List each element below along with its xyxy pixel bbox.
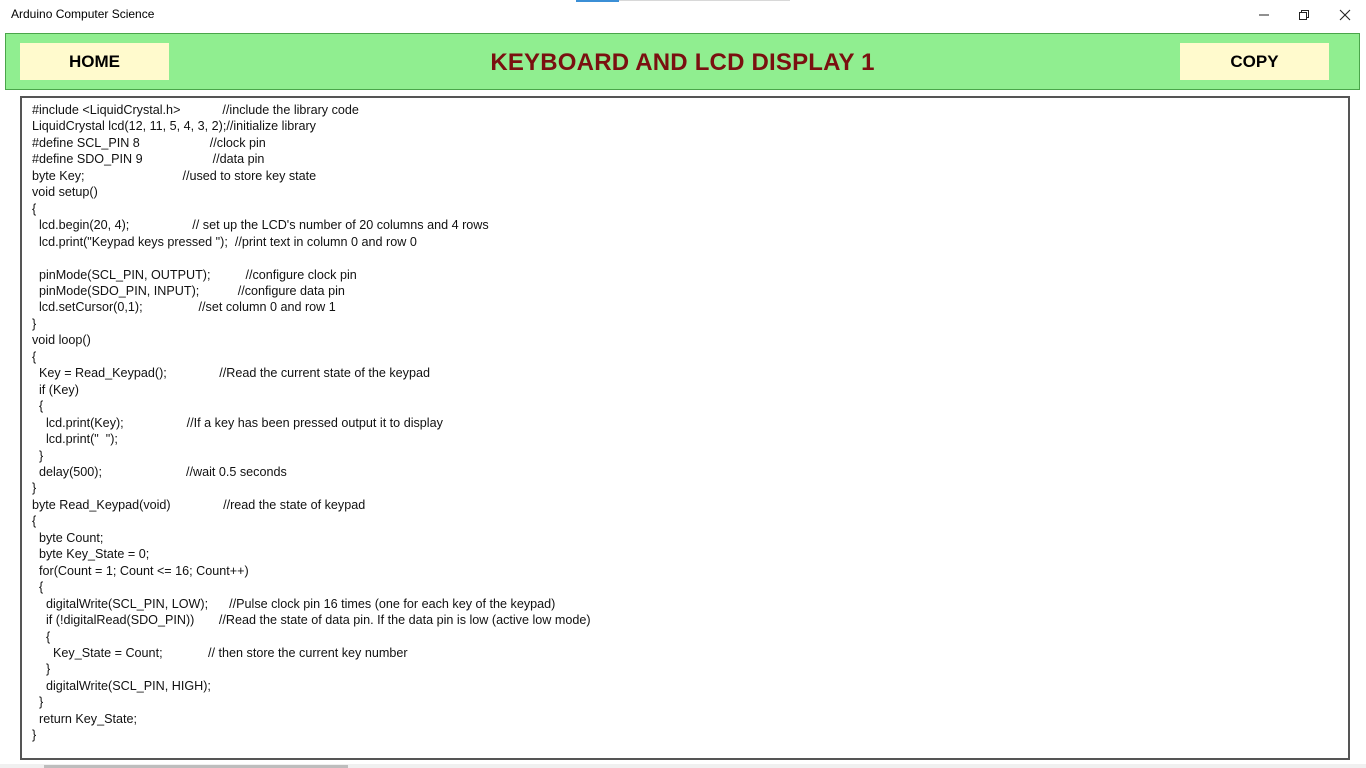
maximize-button[interactable] <box>1284 0 1324 30</box>
close-icon <box>1339 9 1351 21</box>
minimize-button[interactable] <box>1244 0 1284 30</box>
minimize-icon <box>1258 9 1270 21</box>
code-text[interactable]: #include <LiquidCrystal.h> //include the library code LiquidCrystal lcd(12, 11, 5, 4, 3, 2);//initialize library #define SCL_PIN 8 //clock pin #define SDO_PIN 9 //data pin byte Key; //used to store key state void setup() { lcd.begin(20, 4); // set up the LCD's number of 20 columns and 4 rows lcd.print("Keypad keys pressed "); //print text in column 0 and row 0 pinMode(SCL_PIN, OUTPUT); //configure clock pin pinMode(SDO_PIN, INPUT); //configure data pin lcd.setCursor(0,1); //set column 0 and row 1 } void loop() { Key = Read_Keypad(); //Read the current state of the keypad if (Key) { lcd.print(Key); //If a key has been pressed output it to display lcd.print(" "); } delay(500); //wait 0.5 seconds } byte Read_Keypad(void) //read the state of keypad { byte Count; byte Key_State = 0; for(Count = 1; Count <= 16; Count++) { digitalWrite(SCL_PIN, LOW); //Pulse clock pin 16 times (one for each key of the keypad) if (!digitalRead(SDO_PIN)) //Read the state of data pin. If the data pin is low (active low mode) { Key_State = Count; // then store the current key number } digitalWrite(SCL_PIN, HIGH); } return Key_State; } <box>32 103 591 743</box>
title-bar <box>0 0 1366 30</box>
close-button[interactable] <box>1325 0 1365 30</box>
copy-button[interactable]: COPY <box>1180 43 1329 80</box>
page-title: KEYBOARD AND LCD DISPLAY 1 <box>490 49 875 76</box>
title-accent-line <box>576 0 619 2</box>
restore-icon <box>1298 9 1310 21</box>
title-accent-divider <box>619 0 790 1</box>
app-title: Arduino Computer Science <box>11 7 155 21</box>
header-bar <box>5 33 1360 90</box>
home-button[interactable]: HOME <box>20 43 169 80</box>
code-panel[interactable] <box>20 96 1350 760</box>
